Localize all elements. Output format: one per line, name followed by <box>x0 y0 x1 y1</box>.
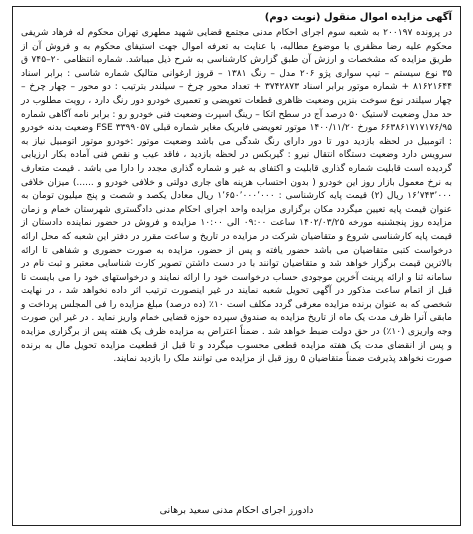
notice-body: در پرونده ۲۰۰۱۹۷ به شعبه سوم اجرای احکام مدنی مجتمع قضایی شهید مطهری تهران محکوم له فرهاد شریفی محکوم علیه رضا مظفری با موضوع مطالبه، با عنایت به تعرفه اموال جهت استیفای محکوم به و فروش آن از طریق مزایده که مشخصات و ارزش آن طبق گزارش کارشناسی به شرح ذیل میباشد. شماره انتظامی ۲۰–۷۴۵ ق ۳۵ نوع سیستم – تیپ سواری پژو ۲۰۶ مدل – رنگ ۱۳۸۱ – قروز ارغوانی متالیک شماره شاسی : برابر اسناد ۸۱۶۲۱۶۴۴ + شماره موتور برابر اسناد ۳۷۴۲۸۷۳ + تعداد محور چرخ – سیلندر بترتیب : دو محور – چهار چرخ – چهار سیلندر نوع سوخت بنزین وضعیت ظاهری قطعات تعویضی و تعمیری خودرو دور رنگ دارد ، رویت مطلوب در حد مدل وضعیت لاستیک ۵۰ درصد آج در سطح اتکا – رینگ اسپرت وضعیت فنی خودرو رو : برابر نامه آگاهی شماره ۶۶۳۸۶۱۷۱۷۱۷۶/۹۵ مورخ ۱۴۰۰/۱۱/۲۰ موتور تعویضی فابریک مغایر شماره قبلی FSE ۳۳۹۹۰۵۷ وضعیت بدنه خودرو : اتومبیل در لحظه بازدید دور تا دور دارای رنگ شدگی می باشد وضعیت موتور :خودرو موتور اتومبیل نیاز به سرویس دارد وضعیت دستگاه انتقال نیرو : گیربکس در لحظه بازدید ، فاقد عیب و نقص فنی آماده بکار ارزیابی گردیده است قابلیت شماره گذاری قابلیت و اکتفای به غیر و شماره گذاری مجدد را دارا می باشد . قیمت متعارف به نرخ معمول بازار روز این خودرو ( بدون احتساب هزینه های جاری دولتی و خلافی خودرو و ......) میزان خلافی ۱۶٬۷۴۳٬۰۰۰ ریال (۲) قیمت پایه کارشناسی : ۱٬۶۵۰٬۰۰۰٬۰۰۰ ریال معادل یکصد و شصت و پنج میلیون تومان به عنوان قیمت پایه تعیین میگردد مکان برگزاری مزایده واحد اجرای احکام مدنی دادگستری شهرستان خمام و زمان مزایده روز پنجشنبه مورخه ۱۴۰۲/۰۳/۲۵ ساعت ۰۹:۰۰ الی ۱۰:۰۰ مزایده و فروش در حضور نماینده دادستان از قیمت پایه کارشناسی شروع و متقاضیان شرکت در مزایده در تاریخ و ساعت مقرر در دفتر این شعبه که محل ارائه درخواست کتبی متقاضیان می باشد حضور یافته و پس از حضور، مزایده به صورت حضوری و شفاهی تا ارائه بالاترین قیمت برگزار خواهد شد و متقاضیان توانند با در دست داشتن تصویر کارت شناسایی معتبر و ثبت نام در سامانه ثنا و ارائه پرینت آخرین موجودی حساب درخواست خود را ارائه نمایند و درخواستهای خود را می بایست تا قبل از اتمام ساعت مذکور در آگهی تحویل شعبه نمایند در غیر اینصورت ترتیب اثر داده نخواهد شد ، در نهایت شخصی که به عنوان برنده مزایده معرفی گردد مکلف است ۱۰٪ (ده درصد) مبلغ مزایده را فی المجلس پرداخت و مابقی آنرا ظرف مدت یک ماه از تاریخ مزایده به صندوق سپرده حوزه قضایی خمام واریز نماید . در غیر این صورت وجه واریزی (۱۰٪) در حق دولت ضبط خواهد شد . ضمناً اعتراض به مزایده ظرف یک هفته پس از برگزاری مزایده و پس از انقضای مدت یک هفته مزایده قطعی محسوب میگردد و تا قبل از قطعیت مزایده تحویل مال به برنده صورت نخواهد پذیرفت ضمناً متقاضیان ۵ روز قبل از مزایده می توانند ملک را بازدید نمایند. <box>21 28 453 365</box>
notice-title: آگهی مزایده اموال منقول (نوبت دوم) <box>264 12 452 23</box>
auction-notice <box>12 6 461 526</box>
notice-signature: دادورز اجرای احکام مدنی سعید برهانی <box>159 505 314 516</box>
